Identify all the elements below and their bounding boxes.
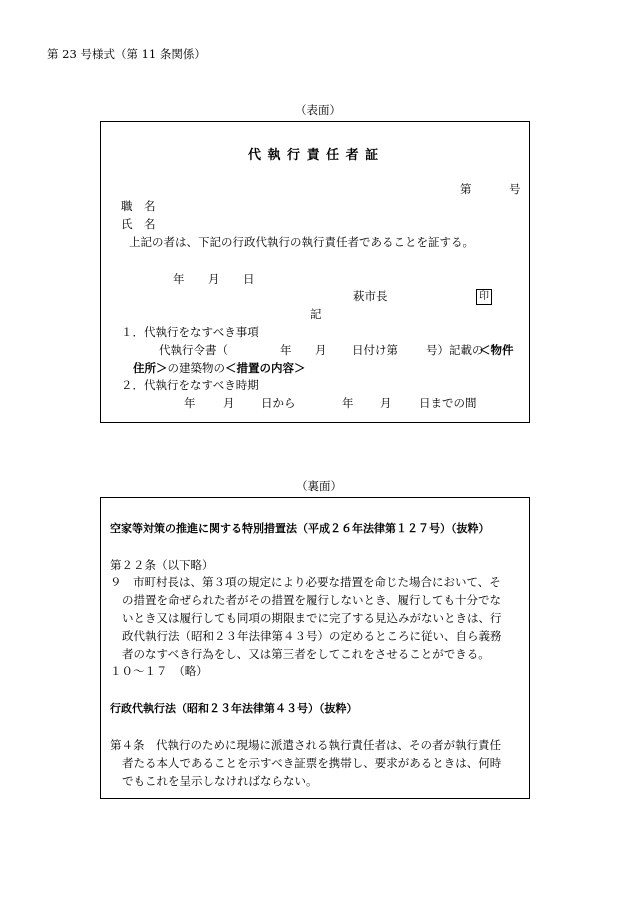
item1-line1-prefix: 代執行令書（ bbox=[159, 343, 228, 357]
issuer-title: 萩市長 bbox=[353, 289, 388, 303]
ki-heading: 記 bbox=[310, 307, 322, 321]
period-end-month: 月 bbox=[380, 396, 392, 410]
certificate-number-suffix: 号 bbox=[509, 182, 521, 196]
item1-line2 bbox=[133, 363, 306, 375]
article4-line1: 第４条 代執行のために現場に派遣される執行責任者は、その者が執行責任 bbox=[110, 738, 501, 752]
issue-date-day: 日 bbox=[243, 272, 255, 286]
para10-17: １０～１７ （略） bbox=[110, 664, 208, 678]
period-start-year: 年 bbox=[184, 396, 196, 410]
front-side-label: （表面） bbox=[295, 103, 341, 117]
period-end-year: 年 bbox=[342, 396, 354, 410]
para9-line4: 政代執行法（昭和２３年法律第４３号）の定めるところに従い、自ら義務 bbox=[122, 629, 502, 643]
item1-property-address-part2: 住所＞ bbox=[133, 361, 168, 375]
issue-date-month: 月 bbox=[208, 272, 220, 286]
law2-title: 行政代執行法（昭和２３年法律第４３号）（抜粋） bbox=[110, 702, 358, 715]
period-start-day: 日から bbox=[261, 396, 296, 410]
item1-property-address-part1: ＜物件 bbox=[479, 343, 514, 357]
front-card bbox=[100, 121, 530, 423]
para9-line5: 者のなすべき行為をし、又は第三者をしてこれをさせることができる。 bbox=[122, 647, 490, 661]
article22-heading: 第２２条（以下略） bbox=[110, 558, 214, 572]
position-label: 職 名 bbox=[121, 199, 156, 213]
period-start-month: 月 bbox=[223, 396, 235, 410]
item2-title: ２．代執行をなすべき時期 bbox=[121, 378, 259, 392]
item1-measure-content: ＜措置の内容＞ bbox=[225, 361, 306, 375]
back-card bbox=[100, 497, 530, 799]
item1-line1-suffix: 号）記載の bbox=[426, 343, 484, 357]
item1-line1-day: 日付け第 bbox=[352, 343, 398, 357]
article4-line2: 者たる本人であることを示すべき証票を携帯し、要求があるときは、何時 bbox=[122, 756, 502, 770]
certificate-number-prefix: 第 bbox=[460, 182, 472, 196]
certificate-title: 代 執 行 責 任 者 証 bbox=[248, 148, 380, 163]
form-number: 第 23 号様式（第 11 条関係） bbox=[47, 47, 206, 61]
para9-line2: の措置を命ぜられた者がその措置を履行しないとき、履行しても十分でな bbox=[122, 593, 502, 607]
item1-line1-month: 月 bbox=[315, 343, 327, 357]
issue-date-year: 年 bbox=[173, 272, 185, 286]
seal-mark: 印 bbox=[476, 289, 492, 305]
law1-title: 空家等対策の推進に関する特別措置法（平成２６年法律第１２７号）（抜粋） bbox=[110, 522, 490, 535]
article4-line3: でもこれを呈示しなければならない。 bbox=[122, 774, 318, 788]
item1-line2-middle: の建築物の bbox=[167, 361, 225, 375]
para9-line3: いとき又は履行しても同項の期限までに完了する見込みがないときは、行 bbox=[122, 611, 502, 625]
certification-statement: 上記の者は、下記の行政代執行の執行責任者であることを証する。 bbox=[129, 235, 474, 249]
item1-line1-year: 年 bbox=[280, 343, 292, 357]
name-label: 氏 名 bbox=[121, 217, 156, 231]
period-end-day: 日までの間 bbox=[419, 396, 477, 410]
item1-title: １．代執行をなすべき事項 bbox=[121, 325, 259, 339]
back-side-label: （裏面） bbox=[296, 479, 342, 493]
para9-line1: ９ 市町村長は、第３項の規定により必要な措置を命じた場合において、そ bbox=[110, 575, 501, 589]
